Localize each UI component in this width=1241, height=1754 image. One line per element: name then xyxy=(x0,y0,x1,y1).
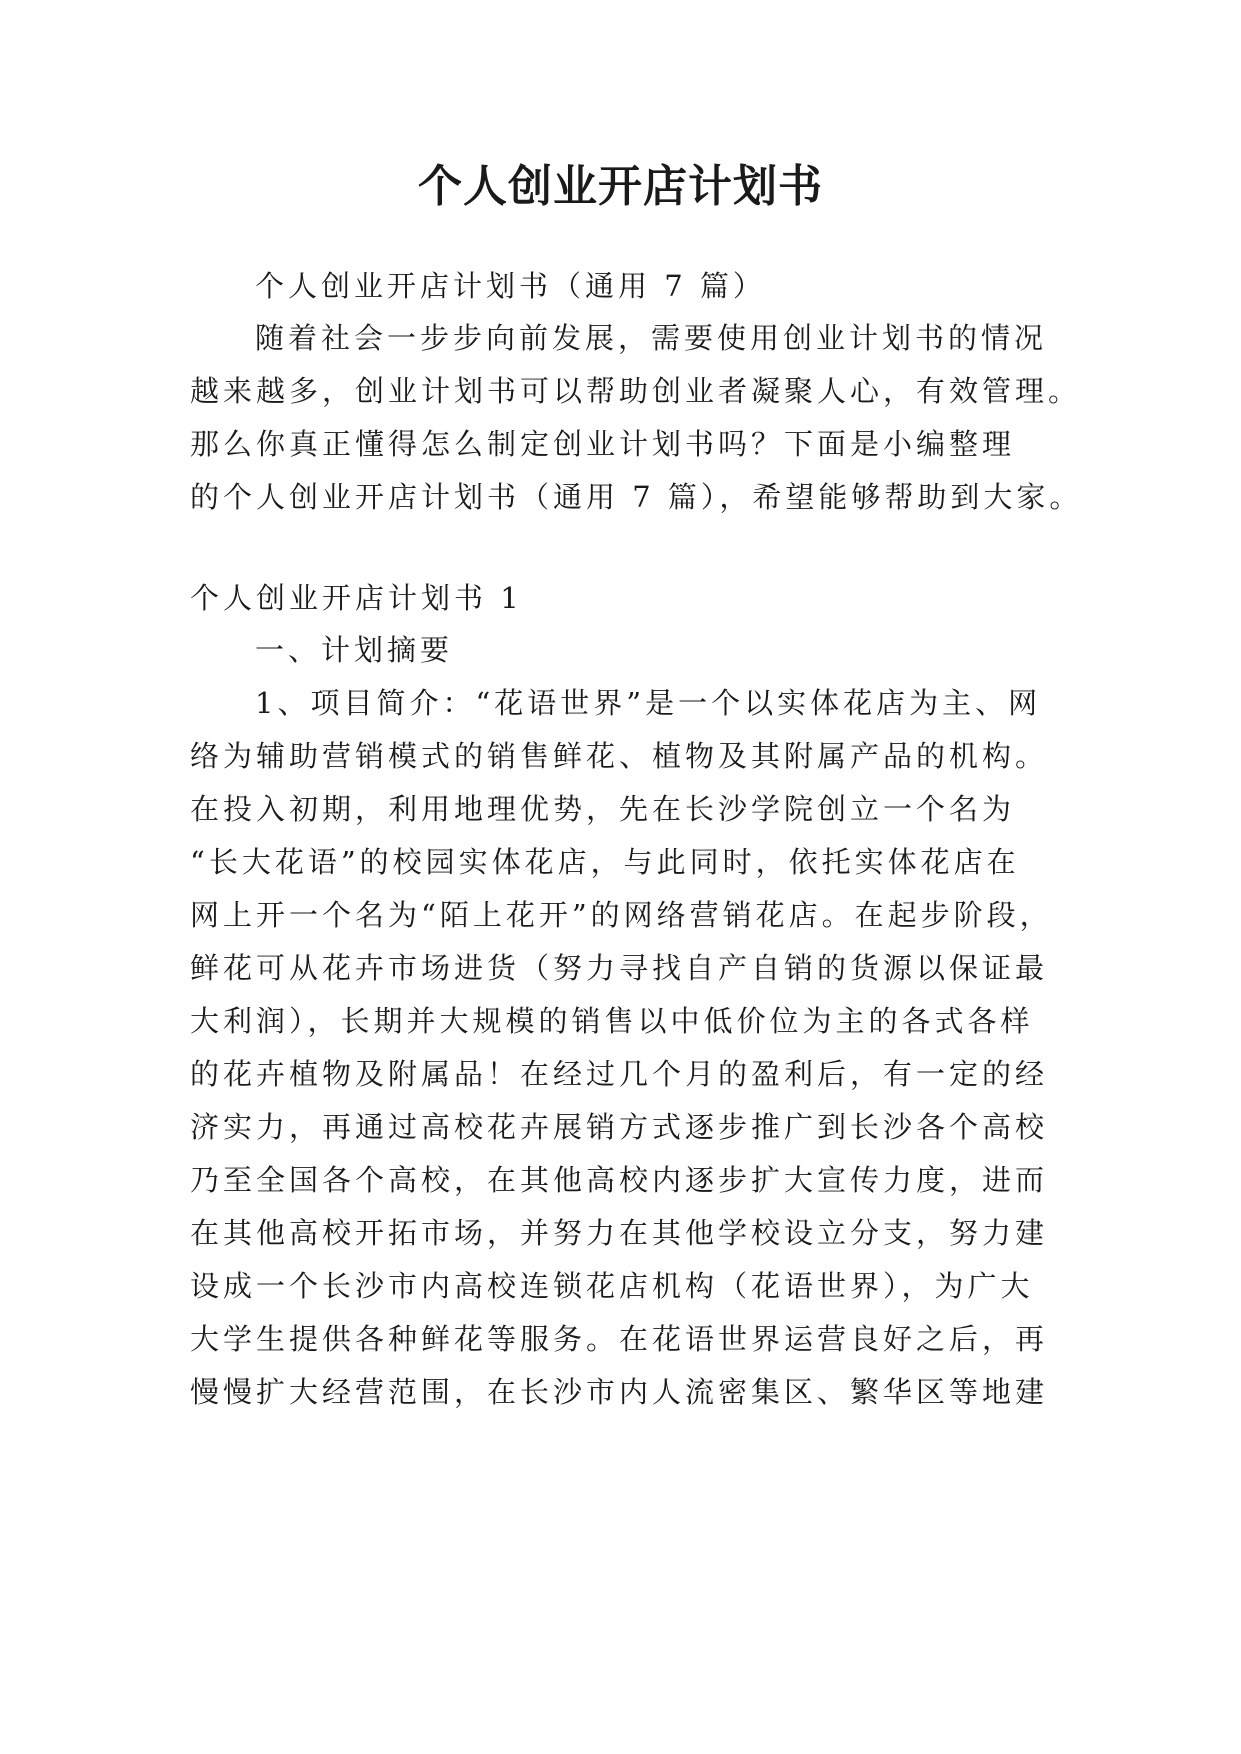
body-line: 在投入初期，利用地理优势，先在长沙学院创立一个名为 xyxy=(190,792,1016,826)
intro-line: 越来越多，创业计划书可以帮助创业者凝聚人心，有效管理。 xyxy=(190,374,1082,408)
body-line: 在其他高校开拓市场，并努力在其他学校设立分支，努力建 xyxy=(190,1216,1049,1250)
intro-line: 随着社会一步步向前发展，需要使用创业计划书的情况 xyxy=(255,321,1048,355)
body-line: 大学生提供各种鲜花等服务。在花语世界运营良好之后，再 xyxy=(190,1322,1049,1356)
body-line: 济实力，再通过高校花卉展销方式逐步推广到长沙各个高校 xyxy=(190,1110,1049,1144)
body-line: 网上开一个名为“陌上花开”的网络营销花店。在起步阶段， xyxy=(190,898,1053,932)
body-line: 络为辅助营销模式的销售鲜花、植物及其附属产品的机构。 xyxy=(190,739,1049,773)
document-title: 个人创业开店计划书 xyxy=(418,161,823,212)
body-line: “长大花语”的校园实体花店，与此同时，依托实体花店在 xyxy=(190,845,1020,879)
body-line: 鲜花可从花卉市场进货（努力寻找自产自销的货源以保证最 xyxy=(190,951,1049,985)
body-line: 设成一个长沙市内高校连锁花店机构（花语世界），为广大 xyxy=(190,1269,1034,1303)
section-heading: 个人创业开店计划书 1 xyxy=(190,581,523,615)
body-line: 乃至全国各个高校，在其他高校内逐步扩大宣传力度，进而 xyxy=(190,1163,1049,1197)
subsection-heading: 一、计划摘要 xyxy=(255,633,454,667)
body-line: 的花卉植物及附属品！在经过几个月的盈利后，有一定的经 xyxy=(190,1057,1049,1091)
body-line: 慢慢扩大经营范围，在长沙市内人流密集区、繁华区等地建 xyxy=(190,1375,1049,1409)
intro-line: 那么你真正懂得怎么制定创业计划书吗？下面是小编整理 xyxy=(190,427,1016,461)
body-line: 大利润），长期并大规模的销售以中低价位为主的各式各样 xyxy=(190,1004,1034,1038)
body-line: 1、项目简介：“花语世界”是一个以实体花店为主、网 xyxy=(255,686,1042,720)
intro-line: 的个人创业开店计划书（通用 7 篇），希望能够帮助到大家。 xyxy=(190,480,1083,514)
subtitle-line: 个人创业开店计划书（通用 7 篇） xyxy=(255,269,766,303)
